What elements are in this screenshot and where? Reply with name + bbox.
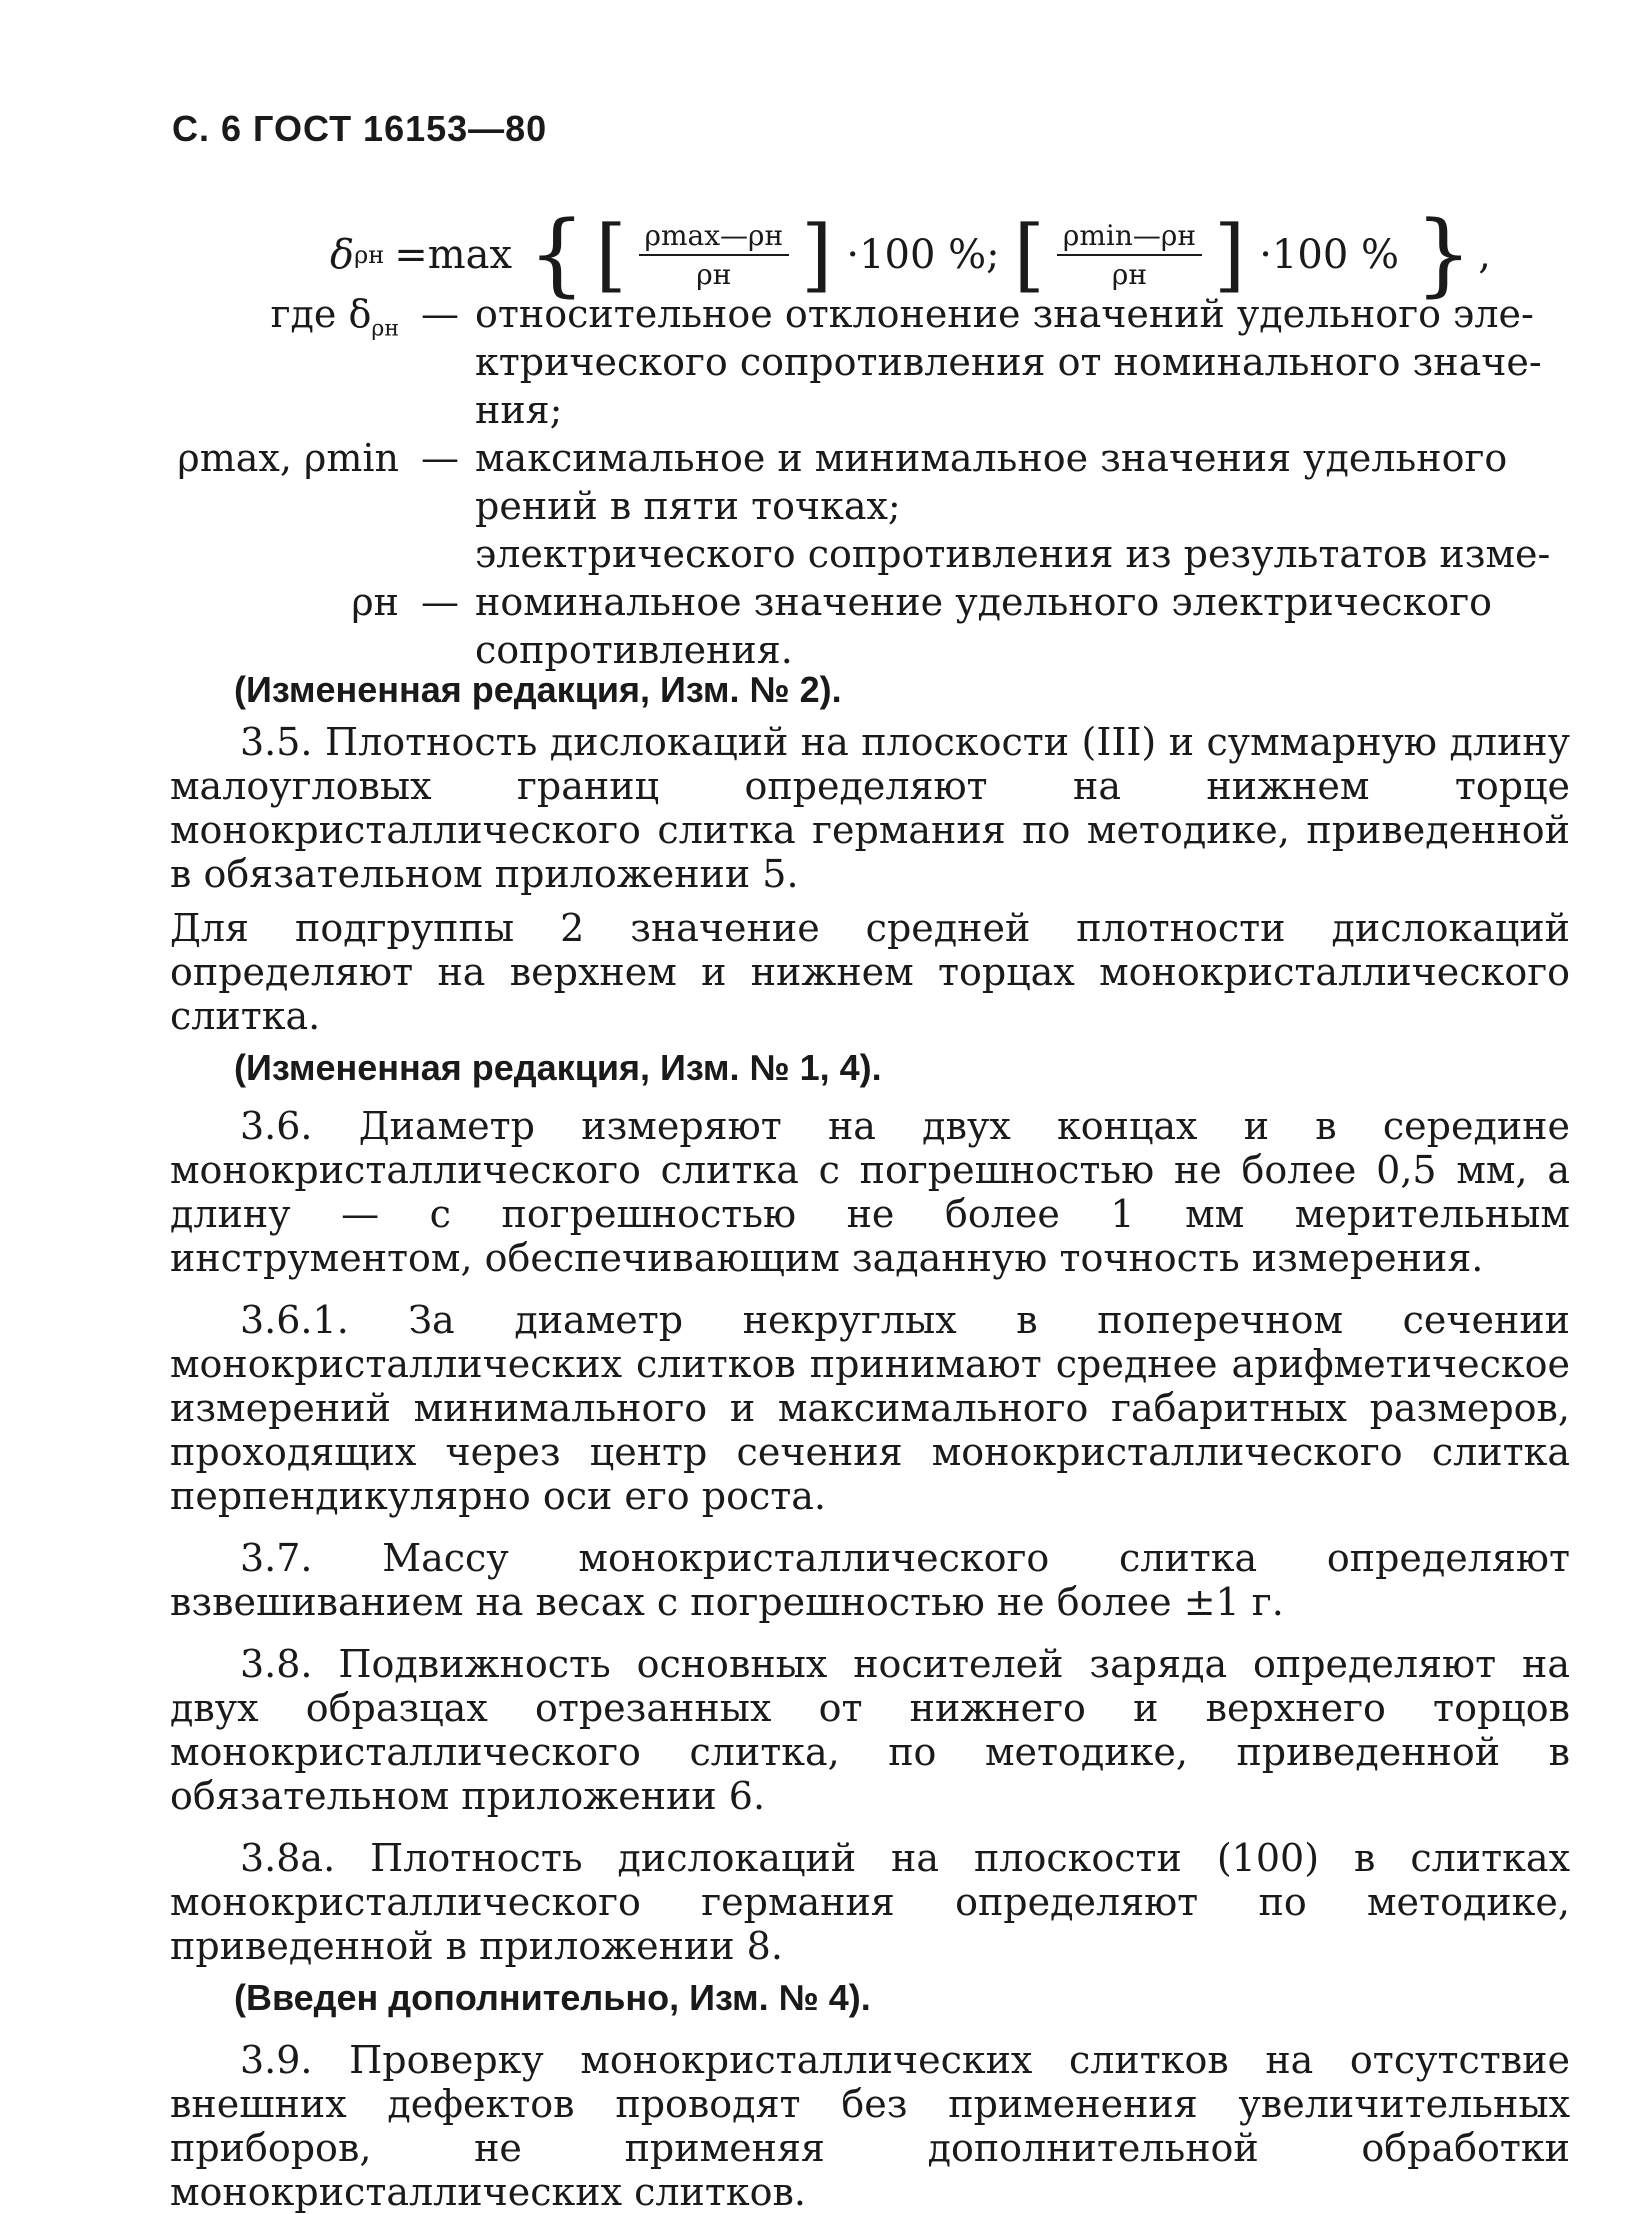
definitions-list [150,290,1570,674]
formula-bracket-open-2: [ [1013,208,1045,301]
revision-note: (Введен дополнительно, Изм. № 4). [234,1977,871,2018]
definition-row [150,290,1570,434]
definition-dash: — [421,292,459,336]
definition-row [150,434,1570,578]
definition-dash: — [421,436,459,480]
definition-term: ρн [351,580,399,624]
definition-text: номинальное значение удельного электрического сопротивления. [475,580,1493,672]
definition-term: где $\delta_{\rho н}$ [270,292,399,342]
formula-eq: =max [394,232,513,278]
formula-lhs-sub: ρн [354,241,385,269]
definition-term: ρmax, ρmin [177,436,399,480]
fraction-2-numerator: ρmin—ρн [1057,219,1202,256]
paragraph: 3.8. Подвижность основных носителей заряда определяют на двух образцах отрезанных от нижнего и верхнего торцов монокристаллического слитка, по методике, приведенной в обязательном приложении 6. [170,1642,1570,1818]
formula-bracket-close-1: ] [801,208,833,301]
fraction-1-numerator: ρmax—ρн [639,219,790,256]
formula-tail: , [1478,232,1491,278]
fraction-1-denominator: ρн [696,258,732,291]
definition-row [150,578,1570,674]
formula-times-2: ·100 % [1259,232,1400,278]
paragraph: 3.9. Проверку монокристаллических слитков на отсутствие внешних дефектов проводят без применения увеличительных приборов, не применяя дополнительной обработки монокристаллических слитков. [170,2038,1570,2214]
formula-times-1: ·100 %; [846,232,1000,278]
definition-dash: — [421,580,459,624]
fraction-2-denominator: ρн [1111,258,1147,291]
formula-lhs: δ [330,232,355,278]
paragraph: 3.5. Плотность дислокаций на плоскости (III) и суммарную длину малоугловых границ определяют на нижнем торце монокристаллического слитка германия по методике, приведенной в обязательном приложении 5. [170,720,1570,896]
revision-note: (Измененная редакция, Изм. № 2). [234,669,842,710]
paragraph: 3.6.1. За диаметр некруглых в поперечном сечении монокристаллических слитков принимают среднее арифметическое измерений минимального и максимального габаритных размеров, проходящих через центр сечения монокристаллического слитка перпендикулярно оси его роста. [170,1298,1570,1518]
formula-brace-open: { [528,202,586,307]
paragraph: 3.8а. Плотность дислокаций на плоскости (100) в слитках монокристаллического германия определяют по методике, приведенной в приложении 8. [170,1836,1570,1968]
body-text [170,668,1570,2214]
paragraph: 3.6. Диаметр измеряют на двух концах и в середине монокристаллического слитка с погрешностью не более 0,5 мм, а длину — с погрешностью не более 1 мм мерительным инструментом, обеспечивающим заданную точность измерения. [170,1104,1570,1280]
definition-text: относительное отклонение значений удельного эле- ктрического сопротивления от номинального значе- ния; [475,292,1542,432]
revision-note: (Измененная редакция, Изм. № 1, 4). [234,1047,882,1088]
paragraph: Для подгруппы 2 значение средней плотности дислокаций определяют на верхнем и нижнем торцах монокристаллического слитка. [170,906,1570,1038]
definition-text: максимальное и минимальное значения удельного рений в пяти точках; электрического сопротивления из результатов изме- [475,436,1551,576]
page-header: С. 6 ГОСТ 16153—80 [172,108,548,149]
formula-bracket-open-1: [ [595,208,627,301]
formula-brace-close: } [1415,202,1473,307]
formula-bracket-close-2: ] [1214,208,1246,301]
paragraph: 3.7. Массу монокристаллического слитка определяют взвешиванием на весах с погрешностью не более ±1 г. [170,1536,1570,1624]
formula-fraction-1 [639,219,790,291]
formula-fraction-2 [1057,219,1202,291]
